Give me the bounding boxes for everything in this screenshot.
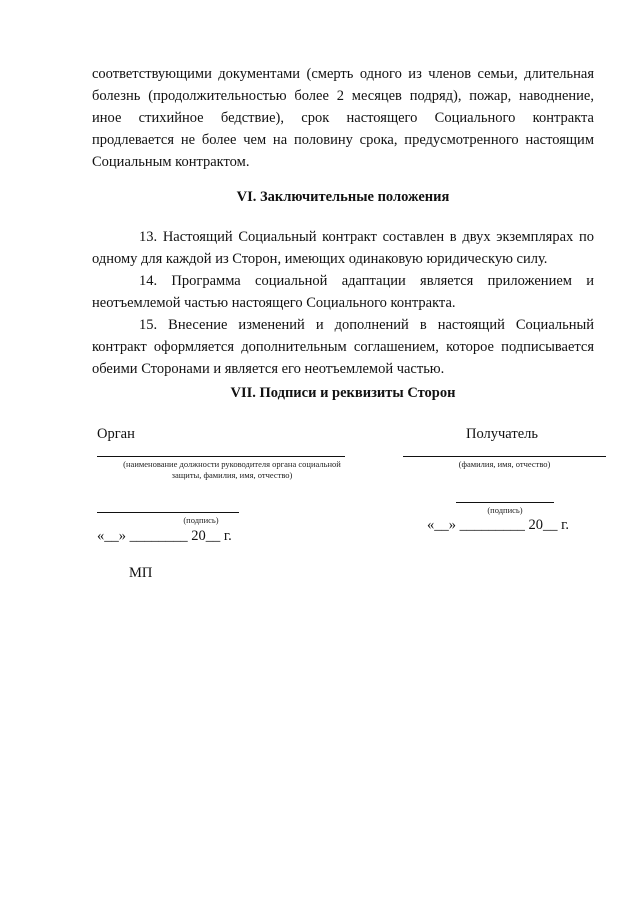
clause-13: 13. Настоящий Социальный контракт составлен в двух экземплярах по одному для каждой из Сторон, имеющих одинаковую юридическую силу. xyxy=(92,229,594,267)
right-name-line xyxy=(403,456,606,457)
right-date: «__» _________ 20__ г. xyxy=(427,517,570,533)
left-signature-caption: (подпись) xyxy=(183,515,219,525)
left-date: «__» ________ 20__ г. xyxy=(97,528,232,544)
intro-text xyxy=(92,63,594,173)
left-name-caption xyxy=(97,459,367,481)
stamp-placeholder: МП xyxy=(129,565,153,581)
left-name-line xyxy=(97,456,345,457)
clause-15: 15. Внесение изменений и дополнений в настоящий Социальный контракт оформляется дополнительным соглашением, которое подписывается обеими Сторонами и является его неотъемлемой частью. xyxy=(92,317,594,377)
right-signature-line xyxy=(456,502,554,503)
right-name-caption: (фамилия, имя, отчество) xyxy=(458,459,551,469)
section-6-heading: VI. Заключительные положения xyxy=(236,189,450,205)
clause-14: 14. Программа социальной адаптации является приложением и неотъемлемой частью настоящего Социального контракта. xyxy=(92,273,594,311)
left-name-caption-line-2: защиты, фамилия, имя, отчество) xyxy=(171,470,293,480)
section-7-heading: VII. Подписи и реквизиты Сторон xyxy=(230,385,456,401)
left-party-title: Орган xyxy=(97,426,135,442)
right-party-title: Получатель xyxy=(466,426,538,442)
section-6-body xyxy=(92,226,594,380)
left-signature-line xyxy=(97,512,239,513)
right-signature-caption: (подпись) xyxy=(487,505,523,515)
intro-paragraph: соответствующими документами (смерть одного из членов семьи, длительная болезнь (продолжительностью более 2 месяцев подряд), пожар, наводнение, иное стихийное бедствие), срок настоящего Социального контракта продлевается не более чем на половину срока, предусмотренного настоящим Социальным контрактом. xyxy=(92,66,594,170)
left-name-caption-line-1: (наименование должности руководителя органа социальной xyxy=(123,459,341,469)
